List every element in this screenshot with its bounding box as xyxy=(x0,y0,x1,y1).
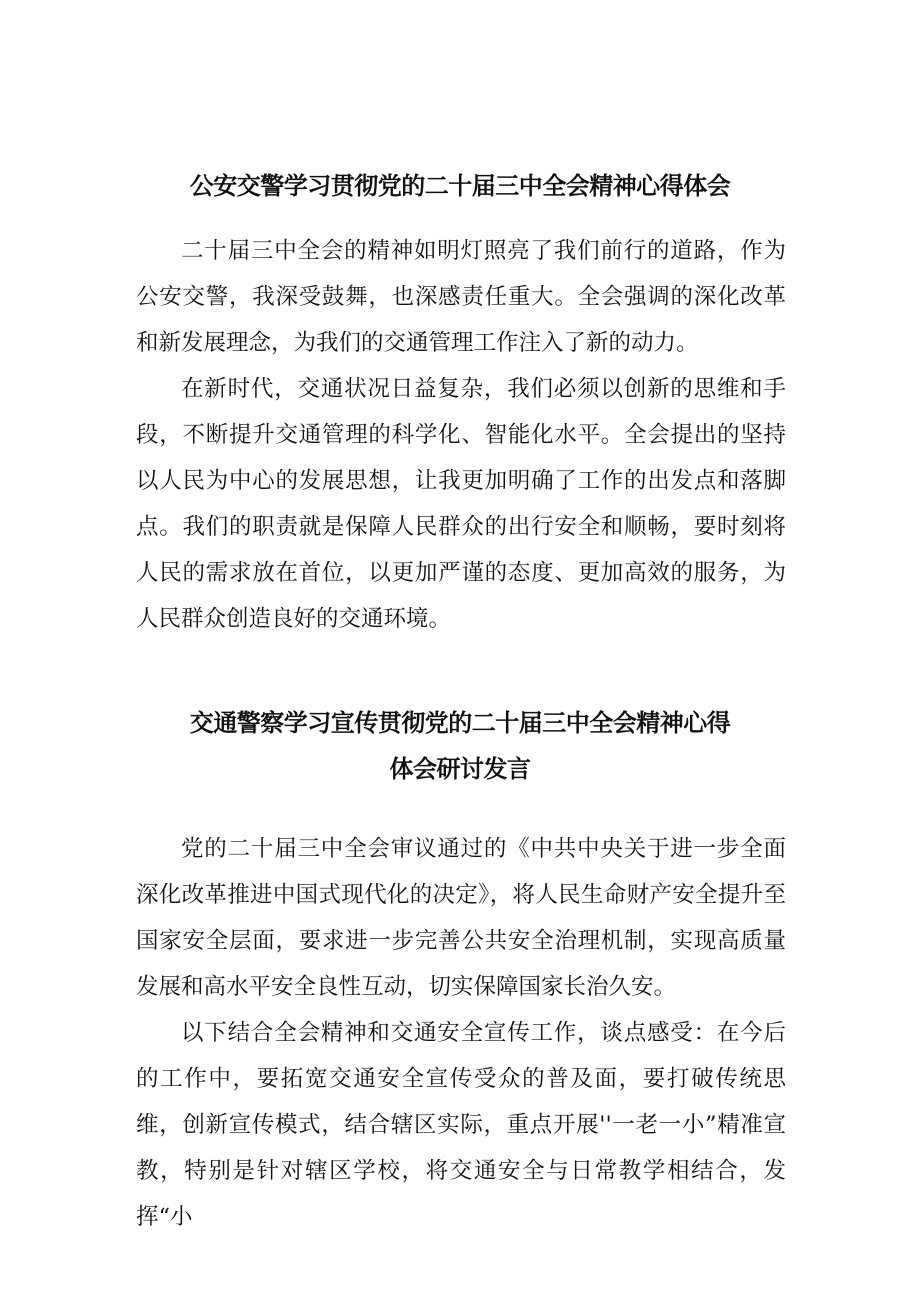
article-1-paragraph-1: 二十届三中全会的精神如明灯照亮了我们前行的道路，作为公安交警，我深受鼓舞，也深感责任重大。全会强调的深化改革和新发展理念，为我们的交通管理工作注入了新的动力。 xyxy=(136,238,786,356)
article-1-title: 公安交警学习贯彻党的二十届三中全会精神心得体会 xyxy=(189,172,731,200)
article-2-paragraph-2: 以下结合全会精神和交通安全宣传工作，谈点感受：在今后的工作中，要拓宽交通安全宣传受众的普及面，要打破传统思维，创新宣传模式，结合辖区实际，重点开展''一老一小”精准宣教，特别是针对辖区学校，将交通安全与日常教学相结合，发挥“小 xyxy=(136,1020,786,1230)
article-1-body xyxy=(136,228,786,642)
article-2-title xyxy=(0,700,920,792)
article-1-paragraph-2: 在新时代，交通状况日益复杂，我们必须以创新的思维和手段，不断提升交通管理的科学化、智能化水平。全会提出的坚持以人民为中心的发展思想，让我更加明确了工作的出发点和落脚点。我们的职责就是保障人民群众的出行安全和顺畅，要时刻将人民的需求放在首位，以更加严谨的态度、更加高效的服务，为人民群众创造良好的交通环境。 xyxy=(136,376,786,632)
article-2-body xyxy=(136,826,786,1240)
article-2-paragraph-1: 党的二十届三中全会审议通过的《中共中央关于进一步全面深化改革推进中国式现代化的决定》，将人民生命财产安全提升至国家安全层面，要求进一步完善公共安全治理机制，实现高质量发展和高水平安全良性互动，切实保障国家长治久安。 xyxy=(136,836,786,1000)
article-2-title-line-1: 交通警察学习宣传贯彻党的二十届三中全会精神心得 xyxy=(189,709,731,737)
article-2-title-line-2: 体会研讨发言 xyxy=(389,755,531,783)
